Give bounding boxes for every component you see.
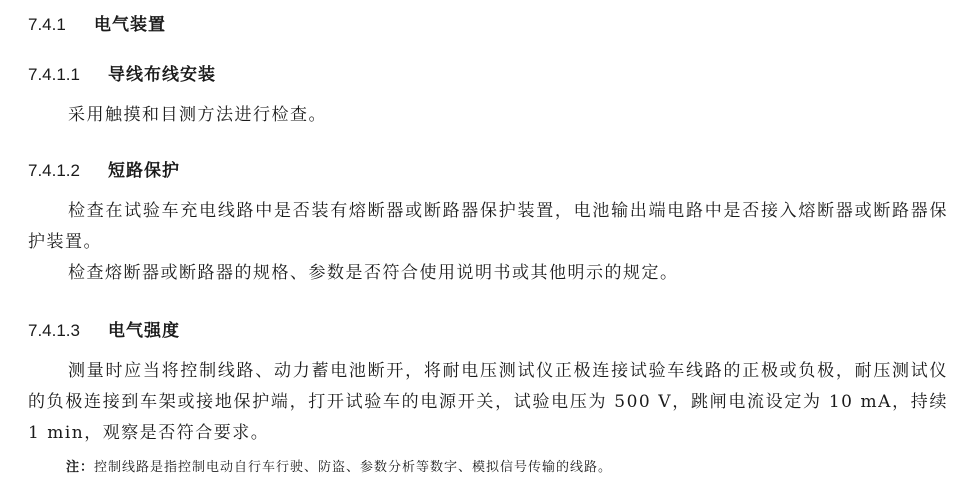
section-heading-7-4-1-1 xyxy=(28,60,216,85)
paragraph-short-circuit-1: 检查在试验车充电线路中是否装有熔断器或断路器保护装置，电池输出端电路中是否接入熔断器或断路器保护装置。 xyxy=(28,201,948,252)
paragraph-strength-test: 测量时应当将控制线路、动力蓄电池断开，将耐电压测试仪正极连接试验车线路的正极或负极，耐压测试仪的负极连接到车架或接地保护端，打开试验车的电源开关，试验电压为 500 V，跳闸电流设定为 10 mA，持续 1 min，观察是否符合要求。 xyxy=(28,361,948,443)
paragraph-wiring-check: 采用触摸和目测方法进行检查。 xyxy=(68,105,327,125)
section-number: 7.4.1.1 xyxy=(28,65,80,84)
section-title: 导线布线安装 xyxy=(108,65,216,84)
section-title: 电气强度 xyxy=(108,321,180,340)
section-number: 7.4.1.2 xyxy=(28,161,80,180)
note xyxy=(66,456,612,475)
section-title: 短路保护 xyxy=(108,161,180,180)
note-text: 控制线路是指控制电动自行车行驶、防盗、参数分析等数字、模拟信号传输的线路。 xyxy=(94,460,613,475)
section-title: 电气装置 xyxy=(94,15,166,34)
section-heading-7-4-1 xyxy=(28,10,166,35)
paragraph-short-circuit-2: 检查熔断器或断路器的规格、参数是否符合使用说明书或其他明示的规定。 xyxy=(68,263,679,283)
section-number: 7.4.1.3 xyxy=(28,321,80,340)
section-heading-7-4-1-2 xyxy=(28,156,180,181)
note-label: 注： xyxy=(66,460,95,475)
section-heading-7-4-1-3 xyxy=(28,316,180,341)
section-number: 7.4.1 xyxy=(28,15,66,34)
